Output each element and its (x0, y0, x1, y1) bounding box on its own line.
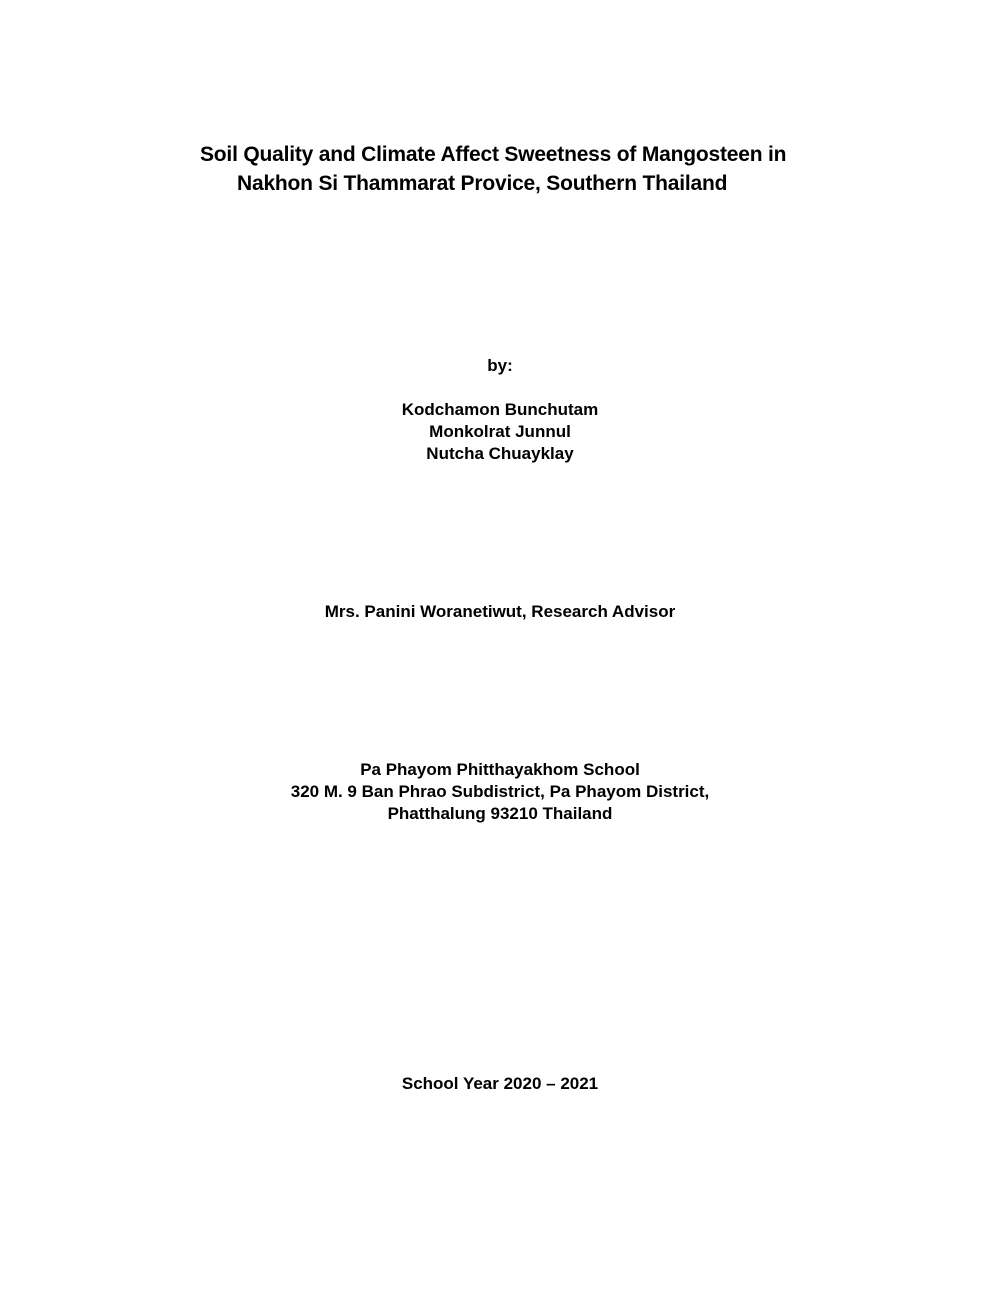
title-line-2: Nakhon Si Thammarat Provice, Southern Thailand (237, 172, 728, 195)
school-info (0, 759, 1000, 825)
school-address-line-1: 320 M. 9 Ban Phrao Subdistrict, Pa Phayom District, (290, 782, 710, 801)
school-year-text: School Year 2020 – 2021 (401, 1074, 599, 1093)
author-name: Monkolrat Junnul (429, 422, 571, 441)
school-name: Pa Phayom Phitthayakhom School (360, 760, 640, 779)
author-name: Kodchamon Bunchutam (401, 400, 599, 419)
research-advisor (0, 601, 1000, 623)
authors-list (0, 399, 1000, 465)
by-label (0, 355, 1000, 377)
school-address-line-2: Phatthalung 93210 Thailand (387, 804, 613, 823)
school-year (0, 1073, 1000, 1095)
advisor-text: Mrs. Panini Woranetiwut, Research Advisor (324, 602, 676, 621)
title-line-1: Soil Quality and Climate Affect Sweetness of Mangosteen in (200, 143, 787, 166)
by-label-text: by: (487, 356, 513, 375)
author-name: Nutcha Chuayklay (426, 444, 574, 463)
